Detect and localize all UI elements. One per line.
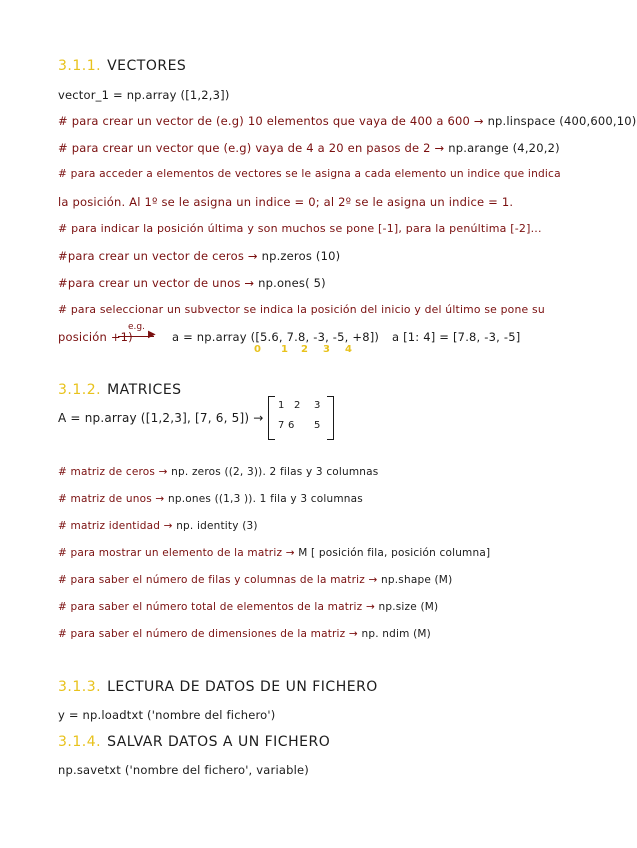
left-bracket-icon [268, 396, 275, 440]
section-number: 3.1.2. [58, 382, 102, 398]
code-text: A = np.array ([1,2,3], [7, 6, 5]) [58, 411, 250, 425]
note-text: # para crear un vector de (e.g) 10 elementos que vaya de 400 a 600 [58, 114, 470, 128]
section-title: VECTORES [107, 58, 187, 74]
section-number: 3.1.4. [58, 734, 102, 750]
matrix-cell: 1 [278, 400, 285, 411]
note-line [58, 114, 637, 128]
arrow-icon: → [158, 466, 168, 478]
note-line: # para seleccionar un subvector se indica la posición del inicio y del último se pone su [58, 303, 545, 316]
code-line: np.savetxt ('nombre del fichero', variable) [58, 763, 309, 777]
note-text: posición +1) [58, 330, 133, 344]
section-title: SALVAR DATOS A UN FICHERO [107, 734, 331, 750]
note-text: # para crear un vector que (e.g) vaya de 4 a 20 en pasos de 2 [58, 141, 431, 155]
arrow-icon: → [247, 249, 258, 263]
section-number: 3.1.3. [58, 679, 102, 695]
note-text: #para crear un vector de ceros [58, 249, 245, 263]
note-line [58, 141, 560, 155]
section-heading-lectura [58, 679, 378, 695]
eg-label: e.g. [128, 322, 145, 332]
note-line [58, 601, 438, 613]
index-label: 3 [323, 344, 330, 355]
code-text: a = np.array ([5.6, 7.8, -3, -5, +8]) [172, 330, 380, 344]
index-label: 0 [254, 344, 261, 355]
matrix-cell: 7 [278, 420, 285, 431]
section-heading-matrices [58, 382, 182, 398]
note-text: # matriz de ceros [58, 466, 156, 478]
index-label: 2 [301, 344, 308, 355]
note-text: # para saber el número de dimensiones de la matriz [58, 628, 346, 640]
arrow-icon: → [368, 574, 378, 586]
note-text: # para mostrar un elemento de la matriz [58, 547, 283, 559]
note-text: # matriz identidad [58, 520, 161, 532]
note-line [58, 249, 340, 263]
code-text: np. identity (3) [176, 520, 258, 532]
matrix-display [268, 396, 334, 440]
note-line [58, 628, 431, 640]
note-text: #para crear un vector de unos [58, 276, 241, 290]
note-line: # para indicar la posición última y son muchos se pone [-1], para la penúltima [-2]... [58, 222, 542, 235]
code-text: np.ones ((1,3 )). 1 fila y 3 columnas [167, 493, 363, 505]
code-text: np. ndim (M) [361, 628, 431, 640]
section-title: LECTURA DE DATOS DE UN FICHERO [107, 679, 378, 695]
matrix-cell: 5 [314, 420, 321, 431]
code-line [58, 411, 264, 425]
arrow-icon: → [348, 628, 358, 640]
code-text: np.linspace (400,600,10) [487, 114, 637, 128]
index-label: 4 [345, 344, 352, 355]
arrow-icon: → [365, 601, 375, 613]
arrow-icon: ▶ [148, 329, 156, 340]
note-line [58, 547, 490, 559]
section-heading-salvar [58, 734, 330, 750]
note-line [58, 466, 378, 478]
arrow-icon: → [285, 547, 295, 559]
arrow-icon: → [434, 141, 445, 155]
arrow-icon: → [163, 520, 173, 532]
note-text: # para saber el número total de elementos de la matriz [58, 601, 363, 613]
code-text: M [ posición fila, posición columna] [298, 547, 491, 559]
note-text: # matriz de unos [58, 493, 152, 505]
code-text: np.arange (4,20,2) [448, 141, 560, 155]
note-line [58, 493, 363, 505]
arrow-icon: → [155, 493, 165, 505]
code-text: np.size (M) [378, 601, 439, 613]
section-title: MATRICES [107, 382, 182, 398]
code-text: np.shape (M) [381, 574, 453, 586]
matrix-cell: 3 [314, 400, 321, 411]
section-number: 3.1.1. [58, 58, 102, 74]
code-line: vector_1 = np.array ([1,2,3]) [58, 88, 230, 102]
right-bracket-icon [327, 396, 334, 440]
note-line: # para acceder a elementos de vectores se le asigna a cada elemento un indice que indica [58, 168, 561, 180]
code-text: np. zeros ((2, 3)). 2 filas y 3 columnas [171, 466, 379, 478]
index-label: 1 [281, 344, 288, 355]
arrow-icon: → [244, 276, 255, 290]
note-line [58, 276, 326, 290]
matrix-cell: 6 [288, 420, 295, 431]
arrow-icon: → [253, 411, 264, 425]
note-line: la posición. Al 1º se le asigna un indice = 0; al 2º se le asigna un indice = 1. [58, 195, 514, 209]
code-text: a [1: 4] = [7.8, -3, -5] [392, 330, 521, 344]
note-text: # para saber el número de filas y columnas de la matriz [58, 574, 365, 586]
section-heading-vectores [58, 58, 186, 74]
matrix-cell: 2 [294, 400, 301, 411]
note-line [58, 574, 452, 586]
arrow-icon: → [473, 114, 484, 128]
note-line [58, 520, 258, 532]
code-line: y = np.loadtxt ('nombre del fichero') [58, 708, 276, 722]
code-text: np.ones( 5) [258, 276, 326, 290]
code-text: np.zeros (10) [261, 249, 341, 263]
